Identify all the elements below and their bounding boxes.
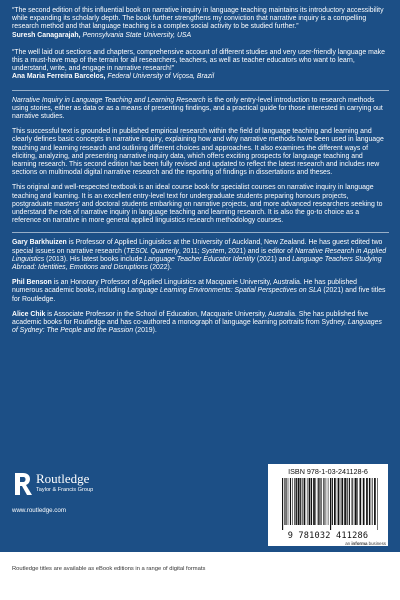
barcode-bar xyxy=(334,478,336,525)
bio-text: is an Honorary Professor of Applied Linguistics at Macquarie University, Australia. He has published numerous academic books, including xyxy=(12,279,357,295)
barcode-bar xyxy=(369,478,370,525)
informa-prefix: an xyxy=(345,541,352,546)
barcode-bar xyxy=(360,478,362,525)
barcode-bar xyxy=(284,478,285,525)
description-paragraph-1 xyxy=(12,97,389,122)
barcode-bar xyxy=(296,478,297,525)
barcode-bar xyxy=(292,478,293,525)
barcode-bar xyxy=(290,478,291,525)
barcode-bar xyxy=(340,478,341,525)
endorsement-2-attribution: Ana Maria Ferreira Barcelos, Federal University of Viçosa, Brazil xyxy=(12,73,215,81)
barcode-bar xyxy=(315,478,316,525)
bio-alice-chik xyxy=(12,311,389,336)
routledge-logo xyxy=(12,471,132,511)
barcode-bar xyxy=(357,478,358,525)
barcode-bar xyxy=(304,478,306,525)
barcode-bar xyxy=(341,478,343,525)
barcode-bar xyxy=(309,478,311,525)
barcode-bar xyxy=(298,478,300,525)
bio-phil-benson xyxy=(12,279,389,304)
barcode-bar xyxy=(332,478,333,525)
endorsement-2-text: “The well laid out sections and chapters, comprehensive account of different studies and very user-friendly language make this a must-have map of the terrain for all researchers, teachers, as well as teacher educators who want to learn, understand, write, and engage in narrative research!” xyxy=(12,48,385,73)
divider-middle xyxy=(12,232,389,233)
barcode-image xyxy=(280,478,380,530)
author-name: Gary Barkhuizen xyxy=(12,239,67,247)
informa-suffix: business xyxy=(367,541,386,546)
bio-text: is Associate Professor in the School of Education, Macquarie University, Australia. She has published five academic books for Routledge and has co-authored a monograph of language learning portraits from Sydney, xyxy=(12,310,369,327)
bio-text: is Professor of Applied Linguistics at the University of Auckland, New Zealand. He has guest edited two special issues on narrative research ( xyxy=(12,239,383,255)
barcode-bar xyxy=(347,478,348,525)
endorsement-1 xyxy=(12,7,389,40)
publisher-footer xyxy=(12,463,388,549)
barcode-bar xyxy=(285,478,286,525)
bio-text: (2022). xyxy=(147,264,172,272)
barcode-bar xyxy=(326,478,327,525)
bio-italic: Languages of Sydney: The People and the Passion xyxy=(12,319,382,335)
barcode-bar xyxy=(319,478,320,525)
divider-top xyxy=(12,90,389,91)
barcode-bar xyxy=(318,478,319,525)
barcode-bar xyxy=(337,478,338,525)
routledge-r-icon xyxy=(12,471,32,497)
barcode-bar xyxy=(321,478,322,525)
barcode-bar xyxy=(307,478,308,525)
bio-text: , 2011; xyxy=(178,247,202,255)
endorsement-1-text: “The second edition of this influential book on narrative inquiry in language teaching maintains its introductory accessibility while expanding its scholarly depth. The book further strengthens my conviction that narrative inquiry is a compelling research method and that language teaching is a complex social activity to be studied further.” xyxy=(12,7,384,31)
barcode-box xyxy=(268,464,388,546)
informa-brand: informa xyxy=(351,541,368,546)
ebook-availability-note: Routledge titles are available as eBook editions in a range of digital formats xyxy=(12,566,206,572)
bio-italic: Narrative Research in Applied Linguistics xyxy=(12,247,387,263)
barcode-bar xyxy=(371,478,372,525)
bio-text: (2021) and five titles for Routledge. xyxy=(12,287,386,303)
bio-italic: TESOL Quarterly xyxy=(126,247,179,255)
description-paragraph-2: This successful text is grounded in published empirical research within the field of language teaching and learning and clearly defines basic concepts in narrative inquiry, explaining how and why narrative methods have been used in language teaching and learning research and outlining different choices and approaches. It also examines the different ways of eliciting, analyzing, and presenting narrative inquiry data, which offers exciting prospects for language teaching and learning research. This second edition has been fully revised and updated to reflect the latest research and includes new sections on multimodal digital narrative research and the reporting of findings in dissertations and theses. xyxy=(12,128,384,177)
bio-italic: Language Learning Environments: Spatial Perspectives on SLA xyxy=(127,287,322,295)
endorsement-2-author: Ana Maria Ferreira Barcelos xyxy=(12,73,104,81)
publisher-subtitle: Taylor & Francis Group xyxy=(36,487,94,493)
barcode-bar xyxy=(354,478,355,525)
barcode-bar xyxy=(352,478,353,525)
barcode-bar xyxy=(330,478,331,530)
barcode-bar xyxy=(338,478,339,525)
barcode-bar xyxy=(366,478,368,525)
barcode-bar xyxy=(294,478,295,525)
endorsement-2 xyxy=(12,49,389,82)
bio-text: (2013). His latest books include xyxy=(44,255,145,263)
endorsement-1-author: Suresh Canagarajah xyxy=(12,31,79,39)
barcode-bar xyxy=(288,478,289,525)
barcode-bar xyxy=(311,478,312,525)
book-title: Narrative Inquiry in Language Teaching and Learning Research xyxy=(12,96,206,104)
publisher-name: Routledge xyxy=(36,471,90,486)
barcode-bar xyxy=(377,478,378,530)
endorsement-2-affiliation: Federal University of Viçosa, Brazil xyxy=(107,73,215,81)
description-paragraph-1-text: is the only entry-level introduction to research methods using stories, either as data or as a means of presenting findings, and a practical guide for those interested in carrying out narrative studies. xyxy=(12,96,383,121)
description-paragraph-3: This original and well-respected textbook is an ideal course book for specialist courses on narrative inquiry in language teaching and learning. It is an excellent entry-level text for undergraduate students preparing honours projects, postgraduate masters’ and doctoral students embarking on narrative projects, and more advanced researchers seeking to understand the role of narrative inquiry in language teaching and learning research. It is also the go-to choice as a reference on narrative in more general applied linguistics research methodology courses. xyxy=(12,184,383,225)
bio-gary-barkhuizen xyxy=(12,239,389,272)
barcode-bar xyxy=(355,478,357,525)
barcode-bar xyxy=(313,478,315,525)
bio-text: , 2021) and is editor of xyxy=(224,247,295,255)
barcode-bar xyxy=(323,478,324,525)
barcode-bar xyxy=(282,478,283,530)
barcode-bar xyxy=(374,478,376,525)
publisher-url[interactable]: www.routledge.com xyxy=(12,507,66,514)
author-name: Phil Benson xyxy=(12,279,52,287)
bio-italic: Language Teachers Studying Abroad: Identities, Emotions and Disruptions xyxy=(12,255,382,272)
endorsement-1-attribution: Suresh Canagarajah, Pennsylvania State University, USA xyxy=(12,31,192,39)
author-name: Alice Chik xyxy=(12,310,46,318)
barcode-bar xyxy=(328,478,329,525)
bio-text: (2021) and xyxy=(255,255,293,263)
barcode-bar xyxy=(363,478,365,525)
bio-italic: Language Teacher Educator Identity xyxy=(144,255,255,263)
barcode-digits: 9 781032 411286 xyxy=(287,531,369,541)
isbn-label: ISBN 978-1-03-241128-6 xyxy=(288,467,368,476)
barcode-bar xyxy=(344,478,346,525)
barcode-bar xyxy=(302,478,303,525)
bio-italic: System xyxy=(201,247,225,255)
endorsement-1-affiliation: Pennsylvania State University, USA xyxy=(82,31,192,39)
bio-text: (2019). xyxy=(133,327,157,335)
barcode-bar xyxy=(349,478,350,525)
barcode-bar xyxy=(300,478,301,525)
barcode-bar xyxy=(372,478,373,525)
informa-business-label xyxy=(270,541,386,546)
